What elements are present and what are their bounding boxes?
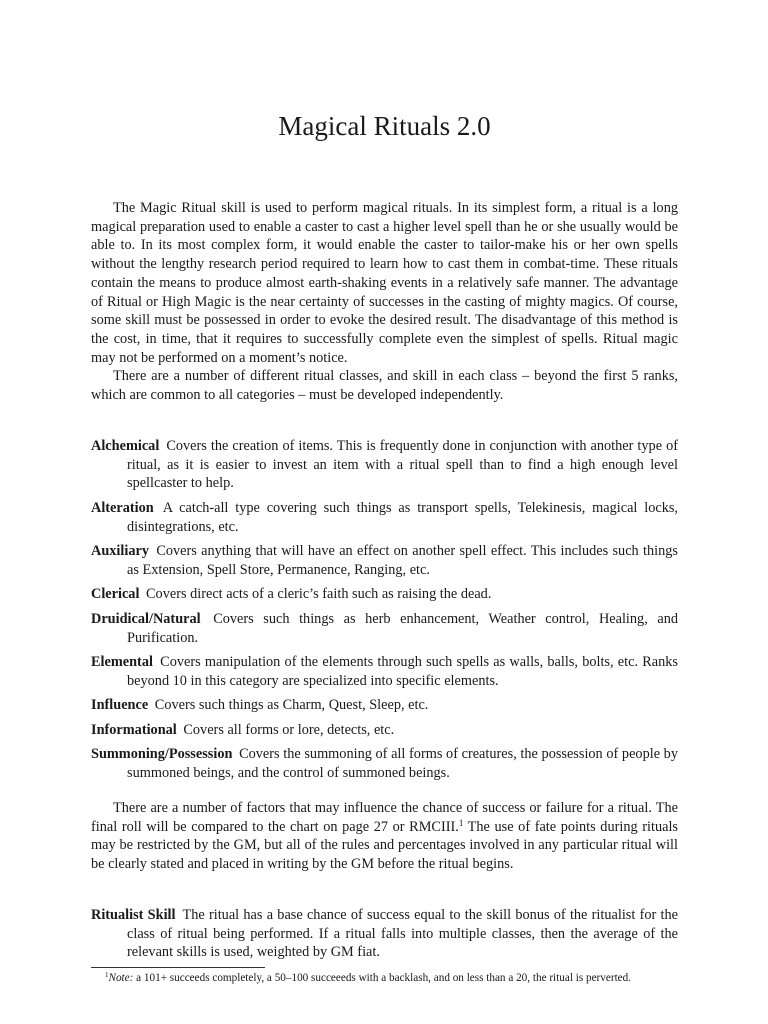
intro-paragraph-1: The Magic Ritual skill is used to perform magical rituals. In its simplest form, a ritual is a long magical preparation used to enable a caster to cast a higher level spell than he or she usually would be able to. In its most complex form, it would enable the caster to tailor-make his or her own spells without the lengthy research period required to learn how to cast them in combat-time. These rituals contain the means to produce almost earth-shaking events in a relatively safe manner. The advantage of Ritual or High Magic is the near certainty of successes in the casting of mighty magics. Of course, some skill must be possessed in order to evoke the desired result. The disadvantage of this method is the cost, in time, that it requires to successfully complete even the simplest of spells. Ritual magic may not be performed on a moment’s notice. bbox=[91, 200, 678, 366]
class-term: Summoning/Possession bbox=[91, 746, 233, 763]
class-term: Elemental bbox=[91, 654, 153, 671]
footnote-mark: 1 bbox=[105, 971, 109, 979]
footnote-label: Note: bbox=[108, 972, 134, 984]
class-entry-druidical bbox=[91, 610, 678, 647]
document-page bbox=[91, 0, 678, 1024]
class-desc: Covers the summoning of all forms of creatures, the possession of people by summoned beings, and the control of summoned beings. bbox=[127, 746, 678, 781]
class-entry-auxiliary bbox=[91, 542, 678, 579]
skill-entry-ritualist bbox=[91, 906, 678, 962]
class-desc: Covers such things as herb enhancement, Weather control, Healing, and Purification. bbox=[127, 610, 679, 646]
class-desc: Covers all forms or lore, detects, etc. bbox=[183, 721, 395, 738]
class-entry-summoning bbox=[91, 745, 678, 782]
footnote-divider bbox=[91, 967, 265, 968]
page-title: Magical Rituals 2.0 bbox=[278, 111, 491, 141]
class-entry-elemental bbox=[91, 653, 678, 690]
class-desc: Covers manipulation of the elements through such spells as walls, balls, bolts, etc. Ranks beyond 10 in this category are specialized into specific elements. bbox=[127, 654, 678, 689]
class-entry-influence bbox=[91, 696, 678, 715]
footnote-reference[interactable]: 1 bbox=[458, 817, 464, 828]
class-desc: Covers direct acts of a cleric’s faith such as raising the dead. bbox=[146, 586, 492, 603]
skill-term: Ritualist Skill bbox=[91, 907, 176, 923]
class-desc: Covers the creation of items. This is frequently done in conjunction with another type of ritual, as it is easier to invest an item with a ritual spell than to find a high enough level spellcaster to help. bbox=[127, 438, 678, 492]
class-entry-alteration bbox=[91, 499, 678, 536]
class-term: Influence bbox=[91, 697, 149, 714]
class-desc: Covers anything that will have an effect on another spell effect. This includes such things as Extension, Spell Store, Permanence, Ranging, etc. bbox=[127, 543, 678, 578]
class-term: Druidical/Natural bbox=[91, 610, 201, 627]
factors-paragraph bbox=[91, 799, 678, 874]
class-term: Alteration bbox=[91, 499, 154, 516]
footnote-text: a 101+ succeeds completely, a 50–100 succeeeds with a backlash, and on less than a 20, the ritual is perverted. bbox=[133, 972, 632, 984]
class-term: Informational bbox=[91, 721, 177, 738]
skills-list bbox=[91, 906, 678, 968]
factors-section bbox=[91, 799, 678, 874]
skill-desc: The ritual has a base chance of success equal to the skill bonus of the ritualist for the class of ritual being performed. If a ritual falls into multiple classes, then the average of the relevant skills is used, weighted by GM fiat. bbox=[127, 907, 678, 961]
factors-text-a: There are a number of factors that may influence the chance of success or failure for a ritual. The final roll will be compared to the chart on page 27 or RMCIII. bbox=[91, 800, 678, 835]
footnote bbox=[91, 971, 678, 986]
class-term: Alchemical bbox=[91, 438, 160, 454]
class-entry-clerical bbox=[91, 585, 678, 604]
class-entry-informational bbox=[91, 721, 678, 740]
intro-paragraph-2: There are a number of different ritual classes, and skill in each class – beyond the first 5 ranks, which are common to all categories – must be developed independently. bbox=[91, 368, 678, 404]
intro-section bbox=[91, 199, 678, 405]
class-desc: Covers such things as Charm, Quest, Sleep, etc. bbox=[154, 697, 429, 714]
class-entry-alchemical bbox=[91, 437, 678, 493]
class-desc: A catch-all type covering such things as transport spells, Telekinesis, magical locks, disintegrations, etc. bbox=[127, 499, 678, 535]
class-term: Clerical bbox=[91, 586, 140, 603]
factors-text-b: The use of fate points during rituals may be restricted by the GM, but all of the rules and percentages involved in any particular ritual will be clearly stated and placed in writing by the GM before the ritual begins. bbox=[91, 818, 678, 873]
class-term: Auxiliary bbox=[91, 543, 149, 560]
ritual-classes-list bbox=[91, 437, 678, 788]
